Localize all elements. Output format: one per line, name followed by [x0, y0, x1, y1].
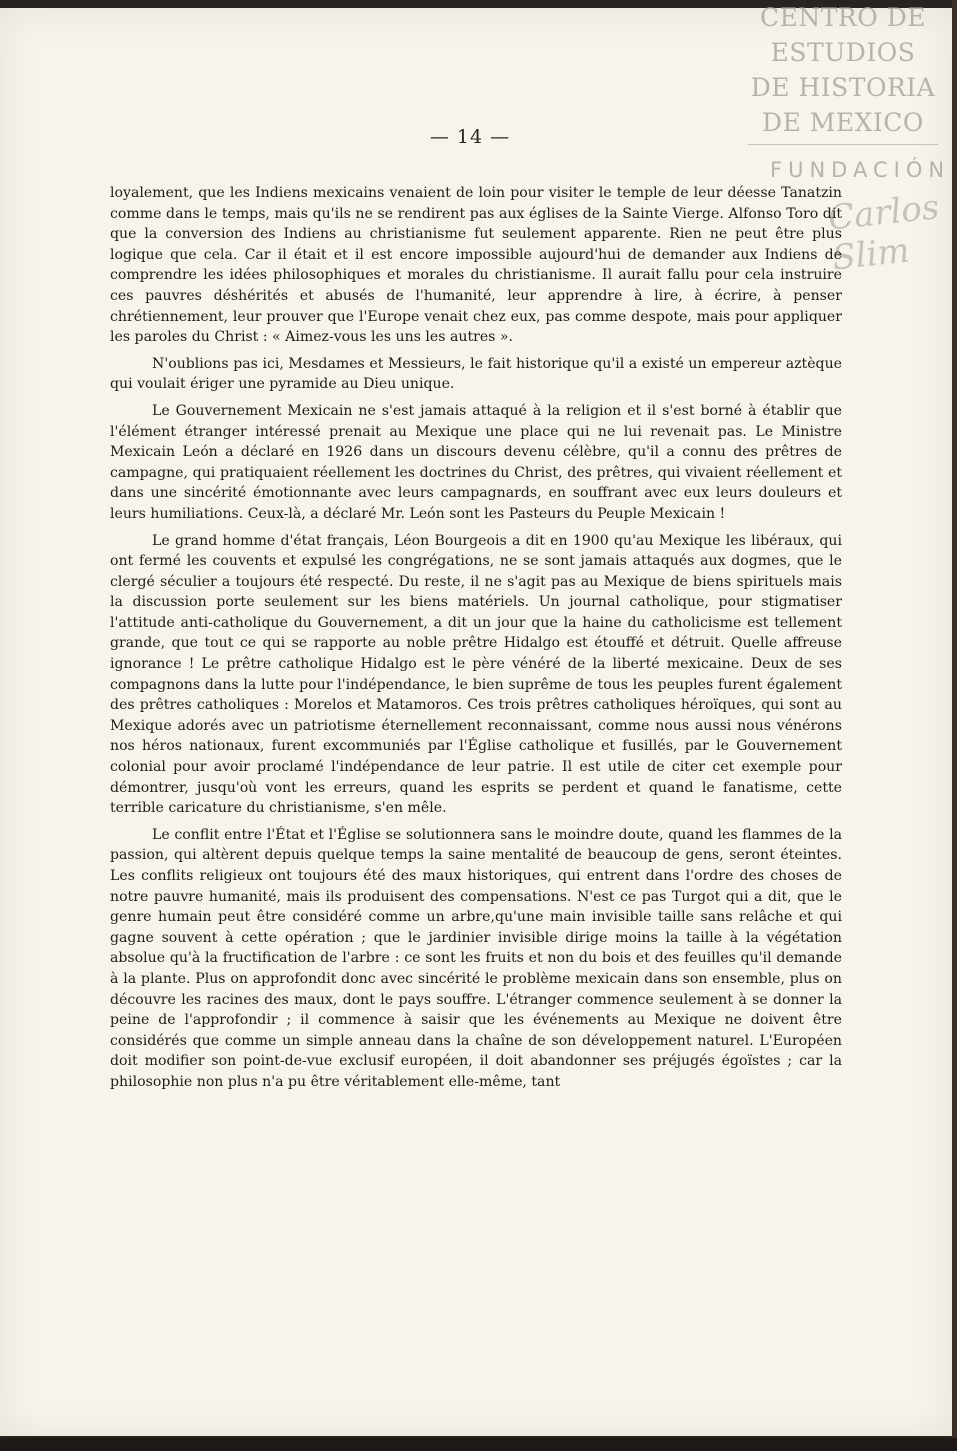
paragraph: Le Gouvernement Mexicain ne s'est jamais attaqué à la religion et il s'est borné à établir que l'élément étranger intéressé prenait au Mexique une place qui ne lui revenait pas. Le Ministre Mexicain León a déclaré en 1926 dans un discours devenu célèbre, qu'il a connu des prêtres de campagne, qui pratiquaient réellement les doctrines du Christ, des prêtres, qui vivaient réellement et dans une sincérité émotionnante avec leurs campagnards, en souffrant avec eux leurs douleurs et leurs humiliations. Ceux-là, a déclaré Mr. León sont les Pasteurs du Peuple Mexicain ! — [110, 402, 842, 522]
watermark-foundation: FUNDACIÓN — [770, 158, 951, 182]
paragraph: Le conflit entre l'État et l'Église se solutionnera sans le moindre doute, quand les flammes de la passion, qui altèrent depuis quelque temps la saine mentalité de beaucoup de gens, seront éteintes. Les conflits religieux ont toujours été des maux historiques, qui entrent dans l'ordre des choses de notre pauvre humanité, mais ils produisent des compensations. N'est ce pas Turgot qui a dit, que le genre humain peut être considéré comme un arbre,qu'une main invisible taille sans relâche et qui gagne souvent à cette opération ; que le jardinier invisible dirige moins la taille à la végétation absolue qu'à la fructification de l'arbre : ce sont les fruits et non du bois et des feuilles qu'il demande à la plante. Plus on approfondit donc avec sincérité le problème mexicain dans son ensemble, plus on découvre les racines des maux, dont le pays souffre. L'étranger commence seulement à se donner la peine de l'approfondir ; il commence à saisir que les événements au Mexique ne doivent être considérés que comme un simple anneau dans la chaîne de son développement naturel. L'Européen doit modifier son point-de-vue exclusif européen, il doit abandonner ses préjugés égoïstes ; car la philosophie non plus n'a pu être véritablement elle-même, tant — [110, 826, 842, 1090]
watermark-line: DE MEXICO — [762, 108, 924, 137]
watermark-signature: Carlos Slim — [826, 187, 942, 279]
watermark-line: ESTUDIOS — [770, 38, 916, 67]
paragraph: Le grand homme d'état français, Léon Bourgeois a dit en 1900 qu'au Mexique les libéraux, qui ont fermé les couvents et expulsé les congrégations, ne se sont jamais attaqués aux dogmes, que le clergé séculier a toujours été respecté. Du reste, il ne s'agit pas au Mexique de biens spirituels mais la discussion porte seulement sur les biens matériels. Un journal catholique, pour stigmatiser l'attitude anti-catholique du Gouvernement, a dit un jour que la haine du catholicisme est tellement grande, que tout ce qui se rapporte au noble prêtre Hidalgo est étouffé et détruit. Quelle affreuse ignorance ! Le prêtre catholique Hidalgo est le père vénéré de la liberté mexicaine. Deux de ses compagnons dans la lutte pour l'indépendance, le bien suprême de tous les peuples furent également des prêtres catholiques : Morelos et Matamoros. Ces trois prêtres catholiques héroïques, qui sont au Mexique adorés avec un patriotisme éternellement reconnaissant, comme nous aussi nous vénérons nos héros nationaux, furent excommuniés par l'Église catholique et fusillés, par le Gouvernement colonial pour avoir proclamé l'indépendance de leur patrie. Il est utile de citer cet exemple pour démontrer, jusqu'où vont les erreurs, quand les esprits se perdent et quand le fanatisme, cette terrible caricature du christianisme, s'en mêle. — [110, 532, 842, 817]
paragraph: loyalement, que les Indiens mexicains venaient de loin pour visiter le temple de leur déesse Tanatzin comme dans le temps, mais qu'ils ne se rendirent pas aux églises de la Sainte Vierge. Alfonso Toro dit que la conversion des Indiens au christianisme fut seulement apparente. Rien ne peut être plus logique que cela. Car il était et il est encore impossible aujourd'hui de demander aux Indiens de comprendre les idées philosophiques et morales du christianisme. Il aurait fallu pour cela instruire ces pauvres déshérités et abusés de l'humanité, leur apprendre à lire, à écrire, à penser chrétiennement, leur prouver que l'Europe venait chez eux, pas comme despote, mais pour appliquer les paroles du Christ : « Aimez-vous les uns les autres ». — [110, 185, 842, 346]
watermark-line: CENTRO DE — [760, 3, 926, 32]
body-text — [110, 183, 842, 1099]
page-number: — 14 — — [429, 126, 511, 148]
watermark-line: DE HISTORIA — [750, 73, 936, 102]
archive-watermark — [743, 0, 943, 145]
scan-edge-bottom — [0, 1438, 957, 1451]
paragraph: N'oublions pas ici, Mesdames et Messieurs, le fait historique qu'il a existé un empereur aztèque qui voulait ériger une pyramide au Dieu unique. — [110, 355, 842, 393]
